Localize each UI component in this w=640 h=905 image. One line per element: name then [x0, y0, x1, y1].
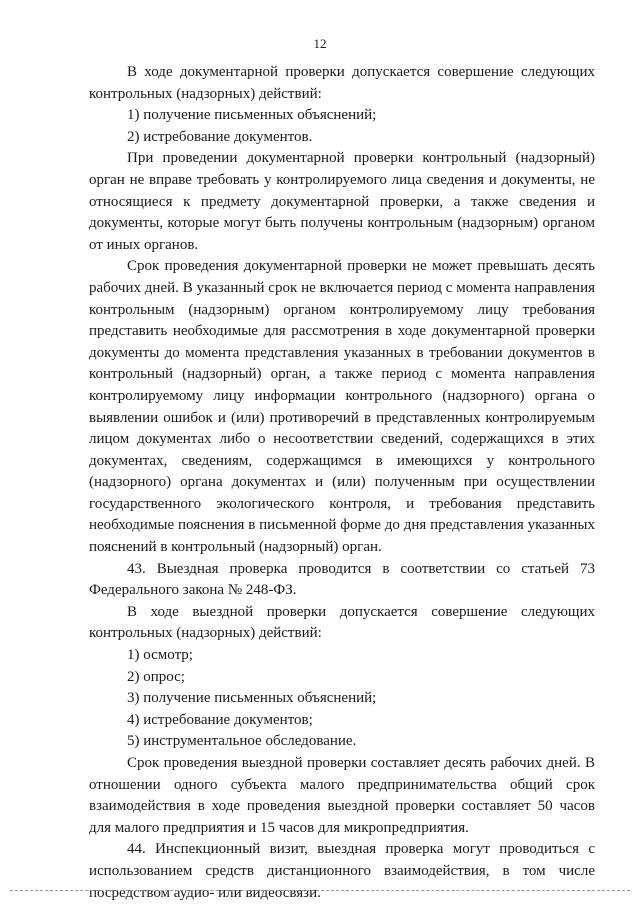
document-body [89, 62, 595, 904]
list-item: 1) получение письменных объяснений; [127, 107, 377, 124]
paragraph-44: 44. Инспекционный визит, выездная проверка могут проводиться с использованием средств дистанционного взаимодействия, в том числе посредством аудио- или видеосвязи. [89, 841, 595, 901]
list-item: 5) инструментальное обследование. [127, 733, 357, 750]
paragraph-onsite-term: Срок проведения выездной проверки составляет десять рабочих дней. В отношении одного субъекта малого предпринимательства общий срок взаимодействия в ходе проведения выездной проверки составляет 50 часов для малого предприятия и 15 часов для микропредприятия. [89, 755, 595, 836]
paragraph-documentary-actions: В ходе документарной проверки допускается совершение следующих контрольных (надзорных) действий: [89, 64, 595, 102]
paragraph-documentary-term: Срок проведения документарной проверки не может превышать десять рабочих дней. В указанный срок не включается период с момента направления контрольным (надзорным) органом контролируемому лицу требования представить необходимые для рассмотрения в ходе документарной проверки документы до момента представления указанных в требовании документов в контрольный (надзорный) орган, а также период с момента направления контролируемому лицу информации контрольного (надзорного) органа о выявлении ошибок и (или) противоречий в представленных контролируемым лицом документах либо о несоответствии сведений, содержащихся в этих документах, сведениям, содержащимся в имеющихся у контрольного (надзорного) органа документах и (или) полученным при осуществлении государственного экологического контроля, и требования представить необходимые пояснения в письменной форме до дня представления указанных пояснений в контрольный (надзорный) орган. [89, 258, 595, 556]
paragraph-43: 43. Выездная проверка проводится в соответствии со статьей 73 Федерального закона № 248-ФЗ. [89, 560, 595, 599]
list-item: 3) получение письменных объяснений; [127, 690, 377, 707]
list-item: 1) осмотр; [127, 647, 193, 664]
list-item: 2) опрос; [127, 668, 185, 685]
list-item: 4) истребование документов; [127, 711, 313, 728]
footer-divider [10, 889, 630, 891]
paragraph-onsite-actions: В ходе выездной проверки допускается совершение следующих контрольных (надзорных) действий: [89, 603, 595, 642]
paragraph-documentary-restrictions: При проведении документарной проверки контрольный (надзорный) орган не вправе требовать у контролируемого лица сведения и документы, не относящиеся к предмету документарной проверки, а также сведения и документы, которые могут быть получены контрольным (надзорным) органом от иных органов. [89, 150, 595, 253]
list-item: 2) истребование документов. [127, 128, 313, 145]
page-number: 12 [313, 36, 327, 51]
